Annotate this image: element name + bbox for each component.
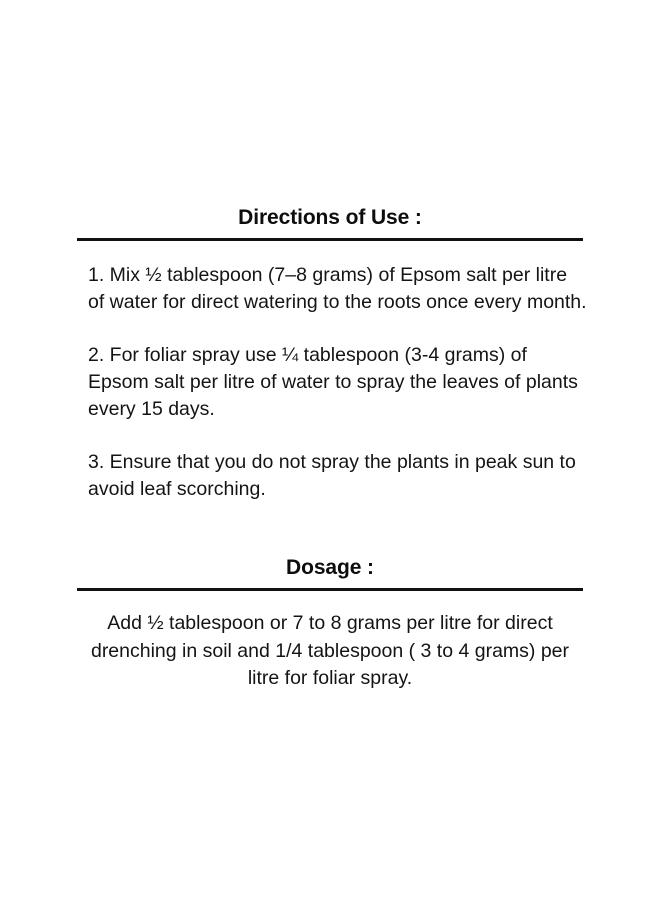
- instruction-item: 2. For foliar spray use ¼ tablespoon (3-4 grams) of Epsom salt per litre of water to spray the leaves of plants every 15 days.: [88, 343, 578, 420]
- dosage-heading: Dosage :: [286, 556, 374, 579]
- dosage-heading-divider: [77, 588, 583, 591]
- instruction-item: 3. Ensure that you do not spray the plants in peak sun to avoid leaf scorching.: [88, 450, 576, 500]
- directions-of-use-heading: Directions of Use :: [238, 206, 422, 229]
- instruction-item: 1. Mix ½ tablespoon (7–8 grams) of Epsom salt per litre of water for direct watering to the roots once every month.: [88, 264, 587, 313]
- dosage-section: [0, 556, 660, 693]
- dosage-text: Add ½ tablespoon or 7 to 8 grams per litre for direct drenching in soil and 1/4 tablespoon ( 3 to 4 grams) per litre for foliar spray.: [90, 612, 570, 690]
- directions-instruction-list: [88, 241, 588, 502]
- directions-of-use-section: [0, 206, 660, 502]
- dosage-body: [75, 610, 585, 693]
